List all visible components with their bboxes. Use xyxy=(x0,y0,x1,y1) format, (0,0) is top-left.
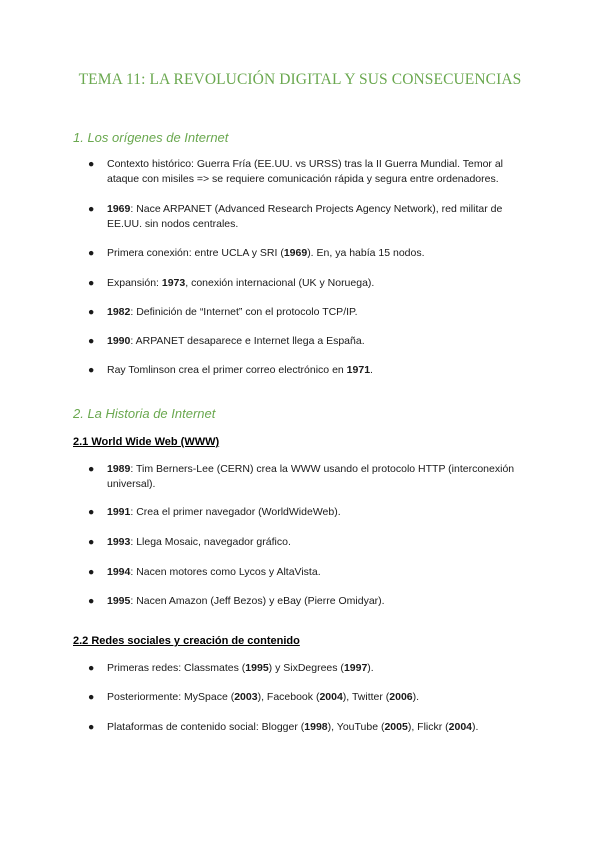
list-item xyxy=(88,202,533,232)
bullet-icon: ● xyxy=(88,364,95,376)
list-item xyxy=(88,535,533,550)
list-item-text: 1994: Nacen motores como Lycos y AltaVista. xyxy=(107,566,321,578)
bullet-icon: ● xyxy=(88,277,95,289)
list-item xyxy=(88,462,533,492)
list-item-text: 1990: ARPANET desaparece e Internet llega a España. xyxy=(107,335,365,347)
bullet-icon: ● xyxy=(88,536,95,548)
list-item xyxy=(88,720,533,735)
list-item xyxy=(88,276,533,291)
list-item-text: 1982: Definición de “Internet” con el protocolo TCP/IP. xyxy=(107,306,358,318)
bullet-icon: ● xyxy=(88,463,95,475)
list-item-text: 1995: Nacen Amazon (Jeff Bezos) y eBay (Pierre Omidyar). xyxy=(107,595,385,607)
section-1-heading: 1. Los orígenes de Internet xyxy=(73,130,229,145)
list-item xyxy=(88,690,533,705)
page-title: TEMA 11: LA REVOLUCIÓN DIGITAL Y SUS CONSECUENCIAS xyxy=(78,71,522,88)
section-2-heading: 2. La Historia de Internet xyxy=(73,406,216,421)
bullet-icon: ● xyxy=(88,662,95,674)
list-item-text: Primera conexión: entre UCLA y SRI (1969). En, ya había 15 nodos. xyxy=(107,247,425,259)
list-item xyxy=(88,594,533,609)
list-item-text: Posteriormente: MySpace (2003), Facebook (2004), Twitter (2006). xyxy=(107,691,420,703)
list-item-text: Plataformas de contenido social: Blogger (1998), YouTube (2005), Flickr (2004). xyxy=(107,721,479,733)
bullet-icon: ● xyxy=(88,691,95,703)
bullet-icon: ● xyxy=(88,306,95,318)
list-item xyxy=(88,505,533,520)
subsection-2-1-heading: 2.1 World Wide Web (WWW) xyxy=(73,436,220,448)
list-item xyxy=(88,157,533,187)
bullet-icon: ● xyxy=(88,335,95,347)
list-item xyxy=(88,661,533,676)
list-item-text: 1993: Llega Mosaic, navegador gráfico. xyxy=(107,536,291,548)
list-item xyxy=(88,305,533,320)
subsection-2-2-heading: 2.2 Redes sociales y creación de contenido xyxy=(73,635,300,647)
bullet-icon: ● xyxy=(88,247,95,259)
list-item xyxy=(88,246,533,261)
list-item-text: Contexto histórico: Guerra Fría (EE.UU. vs URSS) tras la II Guerra Mundial. Temor al ataque con misiles => se requiere comunicación rápida y segura entre ordenadores. xyxy=(107,158,504,185)
list-item-text: 1969: Nace ARPANET (Advanced Research Projects Agency Network), red militar de EE.UU. sin nodos centrales. xyxy=(107,203,503,230)
bullet-icon: ● xyxy=(88,595,95,607)
bullet-icon: ● xyxy=(88,566,95,578)
bullet-icon: ● xyxy=(88,203,95,215)
list-item-text: Expansión: 1973, conexión internacional (UK y Noruega). xyxy=(107,277,375,289)
list-item-text: Primeras redes: Classmates (1995) y SixDegrees (1997). xyxy=(107,662,374,674)
list-item xyxy=(88,334,533,349)
bullet-icon: ● xyxy=(88,721,95,733)
list-item-text: Ray Tomlinson crea el primer correo electrónico en 1971. xyxy=(107,364,373,376)
bullet-icon: ● xyxy=(88,158,95,170)
list-item-text: 1991: Crea el primer navegador (WorldWideWeb). xyxy=(107,506,341,518)
bullet-icon: ● xyxy=(88,506,95,518)
list-item xyxy=(88,363,533,378)
list-item xyxy=(88,565,533,580)
list-item-text: 1989: Tim Berners-Lee (CERN) crea la WWW usando el protocolo HTTP (interconexión universal). xyxy=(107,463,515,490)
